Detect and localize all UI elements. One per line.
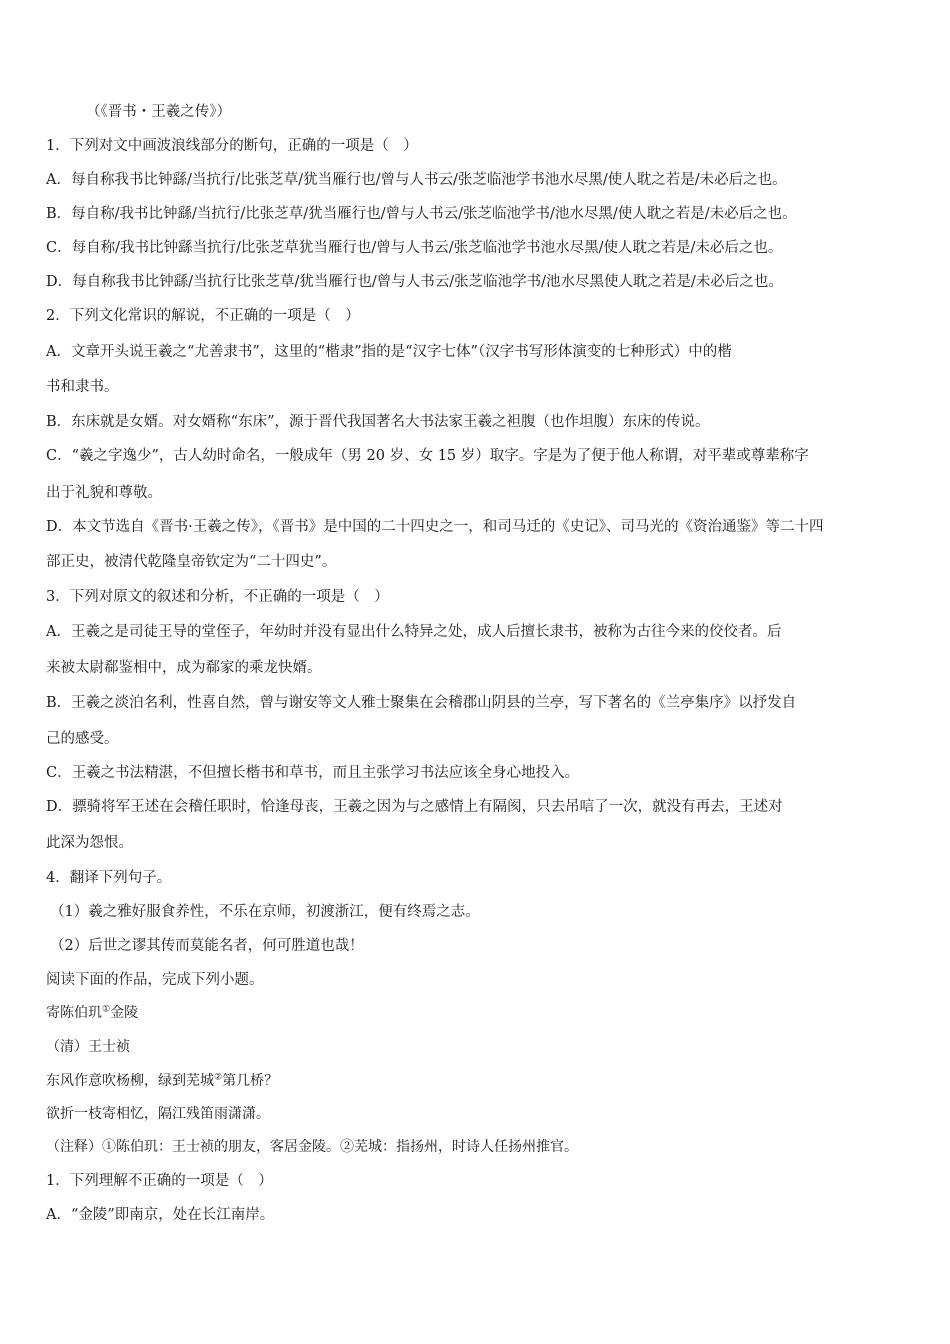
question-1-option-a: A．每自称我书比钟繇/当抗行/比张芝草/犹当雁行也/曾与人书云/张芝临池学书池水尽黑/使人耽之若是/未必后之也。	[46, 172, 787, 188]
question-1-option-b: B．每自称/我书比钟繇/当抗行/比张芝草/犹当雁行也/曾与人书云/张芝临池学书/池水尽黑/使人耽之若是/未必后之也。	[46, 206, 797, 222]
poem-title-main: 寄陈伯玑	[46, 1005, 102, 1021]
question-3-option-a-line2: 来被太尉郗鉴相中，成为郗家的乘龙快婿。	[46, 660, 322, 676]
poem-line-1	[46, 1071, 916, 1091]
poem-title	[46, 1003, 916, 1023]
poem-annotation: （注释）①陈伯玑：王士祯的朋友，客居金陵。②芜城：指扬州，时诗人任扬州推官。	[46, 1139, 578, 1155]
poem-question-1-stem: 1．下列理解不正确的一项是（ ）	[46, 1173, 273, 1189]
question-3-stem: 3．下列对原文的叙述和分析，不正确的一项是（ ）	[46, 589, 389, 605]
question-2-option-a-line1: A．文章开头说王羲之“尤善隶书”，这里的“楷隶”指的是“汉字七体”（汉字书写形体演变的七种形式）中的楷	[46, 344, 732, 360]
poem-line-1-end: 第几桥？	[222, 1073, 279, 1089]
question-2-option-d-line2: 部正史，被清代乾隆皇帝钦定为“二十四史”。	[46, 554, 337, 570]
question-3-option-a-line1: A．王羲之是司徒王导的堂侄子，年幼时并没有显出什么特异之处，成人后擅长隶书，被称为古往今来的佼佼者。后	[46, 624, 782, 640]
question-2-option-d-line1: D．本文节选自《晋书·王羲之传》，《晋书》是中国的二十四史之一，和司马迁的《史记》、司马光的《资治通鉴》等二十四	[46, 519, 824, 535]
question-3-option-c: C．王羲之书法精湛，不但擅长楷书和草书，而且主张学习书法应该全身心地投入。	[46, 765, 580, 781]
question-2-stem: 2．下列文化常识的解说，不正确的一项是（ ）	[46, 308, 360, 324]
source-citation: （《晋书・王羲之传》）	[86, 104, 231, 120]
question-3-option-b-line1: B．王羲之淡泊名利，性喜自然，曾与谢安等文人雅士聚集在会稽郡山阴县的兰亭，写下著名的《兰亭集序》以抒发自	[46, 695, 797, 711]
question-4-sentence-2: （2）后世之谬其传而莫能名者，何可胜道也哉！	[50, 938, 364, 954]
poem-title-note-mark: ①	[102, 1004, 111, 1015]
poem-author: （清）王士祯	[46, 1039, 130, 1055]
question-3-option-d-line1: D．骠骑将军王述在会稽任职时，恰逢母丧，王羲之因为与之感情上有隔阂，只去吊唁了一次，就没有再去，王述对	[46, 799, 783, 815]
question-4-stem: 4．翻译下列句子。	[46, 870, 172, 886]
question-1-stem: 1．下列对文中画波浪线部分的断句，正确的一项是（ ）	[46, 138, 418, 154]
question-2-option-c-line1: C．“羲之字逸少”，古人幼时命名，一般成年（男 20 岁、女 15 岁）取字。字是为了便于他人称谓，对平辈或尊辈称字	[46, 448, 809, 464]
question-1-option-c: C．每自称/我书比钟繇当抗行/比张芝草犹当雁行也/曾与人书云/张芝临池学书池水尽黑/使人耽之若是/未必后之也。	[46, 240, 783, 256]
question-3-option-d-line2: 此深为怨恨。	[46, 835, 133, 851]
question-2-option-c-line2: 出于礼貌和尊敬。	[46, 485, 162, 501]
poem-question-1-option-a: A．“金陵”即南京，处在长江南岸。	[46, 1207, 275, 1223]
question-2-option-a-line2: 书和隶书。	[46, 379, 119, 395]
poem-line-1-note-mark: ②	[214, 1072, 223, 1083]
poem-line-2: 欲折一枝寄相忆，隔江残笛雨潇潇。	[46, 1106, 270, 1122]
question-4-sentence-1: （1）羲之雅好服食养性，不乐在京师，初渡浙江，便有终焉之志。	[50, 904, 480, 920]
question-3-option-b-line2: 己的感受。	[46, 731, 119, 747]
reading-instruction: 阅读下面的作品，完成下列小题。	[46, 972, 264, 988]
question-2-option-b: B．东床就是女婿。对女婿称“东床”，源于晋代我国著名大书法家王羲之袒腹（也作坦腹）东床的传说。	[46, 414, 710, 430]
poem-line-1-start: 东风作意吹杨柳，绿到芜城	[46, 1073, 214, 1089]
question-1-option-d: D．每自称我书比钟繇/当抗行比张芝草/犹当雁行也/曾与人书云/张芝临池学书/池水尽黑使人耽之若是/未必后之也。	[46, 274, 783, 290]
poem-title-end: 金陵	[110, 1005, 139, 1021]
